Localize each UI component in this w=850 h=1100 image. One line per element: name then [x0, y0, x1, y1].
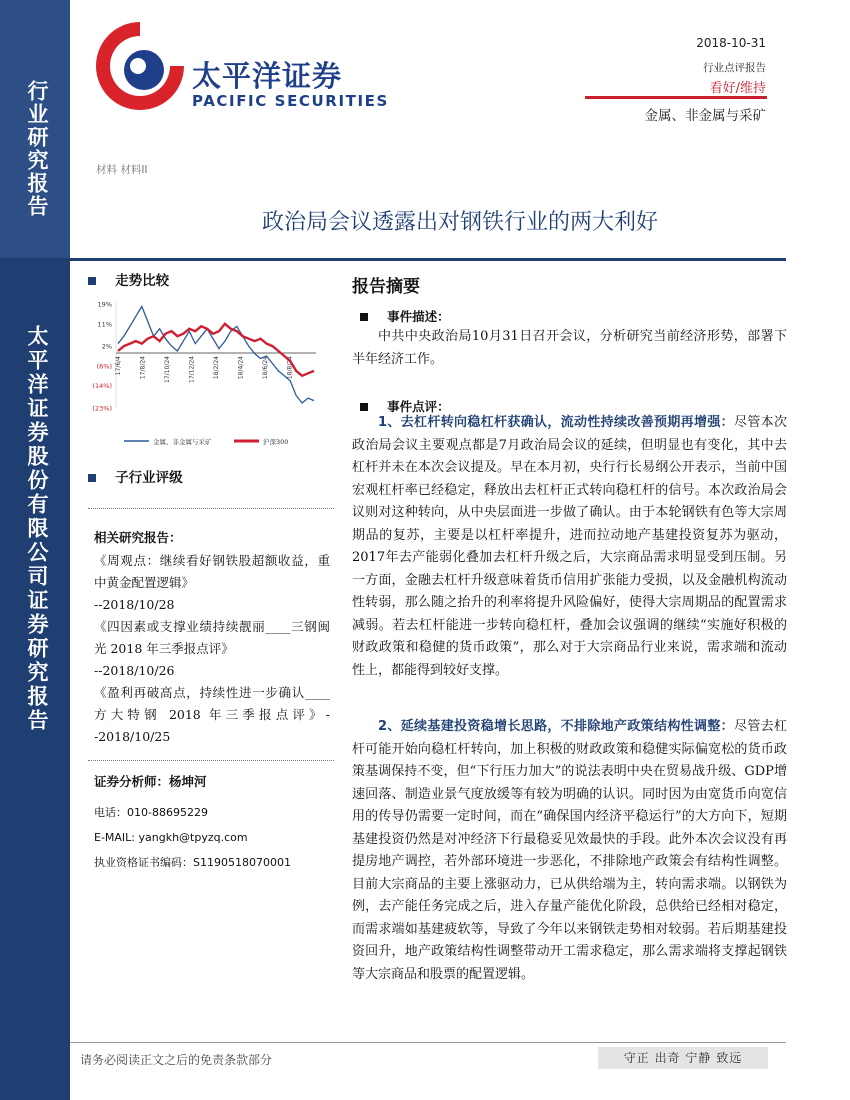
y-tick-label: 11% [97, 320, 112, 329]
x-tick-label: 17/10/24 [164, 356, 171, 383]
x-tick-label: 17/8/24 [139, 356, 147, 380]
left-divider-2 [88, 760, 334, 761]
bullet-square-icon [360, 403, 368, 411]
page-title: 政治局会议透露出对钢铁行业的两大利好 [261, 210, 658, 235]
summary-title: 报告摘要 [352, 277, 420, 297]
trend-chart [84, 296, 334, 454]
analyst-cert: 执业资格证书编码：S1190518070001 [94, 856, 291, 869]
related-item-date: --2018/10/26 [94, 663, 175, 678]
chart-y-axis [92, 301, 112, 413]
related-heading: 相关研究报告： [94, 530, 182, 545]
related-item: 《周观点：继续看好钢铁股超额收益，重中黄金配置逻辑》 [94, 553, 330, 590]
paragraph-1-lead: 1、去杠杆转向稳杠杆获确认，流动性持续改善预期再增强： [378, 415, 734, 430]
x-tick-label: 18/2/24 [213, 356, 220, 380]
related-research [94, 528, 330, 748]
related-item-date: --2018/10/28 [94, 597, 175, 612]
subindustry-section-head [88, 466, 183, 486]
event-desc-head [360, 306, 450, 325]
x-tick-label: 17/12/24 [188, 356, 196, 383]
sidebar-company: 太平洋证券股份有限公司证券研究报告 [25, 325, 49, 733]
related-item: 《盈利再破高点，持续性进一步确认____方大特钢 2018 年三季报点评》--2018/10/25 [94, 685, 330, 744]
logo-company-name-en: PACIFIC SECURITIES [192, 92, 389, 110]
analyst-phone: 电话：010-88695229 [94, 806, 208, 819]
category-breadcrumb: 材料 材料II [96, 164, 148, 176]
event-desc-text: 中共中央政治局10月31日召开会议，分析研究当前经济形势，部署下半年经济工作。 [352, 329, 787, 367]
event-desc-heading: 事件描述： [387, 309, 450, 324]
paragraph-2-lead: 2、延续基建投资稳增长思路，不排除地产政策结构性调整： [378, 719, 734, 734]
trend-heading: 走势比较 [115, 273, 170, 289]
related-item: 《四因素或支撑业绩持续靓丽____三钢闽光 2018 年三季报点评》 [94, 619, 330, 656]
x-tick-label: 18/8/24 [286, 356, 294, 380]
trend-section-head [88, 269, 169, 289]
analyst-name: 证券分析师：杨坤河 [94, 774, 207, 789]
paragraph-1-body: 尽管本次政治局会议主要观点都是7月政治局会议的延续，但明显也有变化，其中去杠杆并未在本次会议提及。早在本月初，央行行长易纲公开表示，当前中国宏观杠杆率已经稳定，释放出去杠杆正式转向稳杠杆的信号。本次政治局会议则对这种转向，从中央层面进一步做了确认。由于本轮钢铁有色等大宗周期品的复苏，主要是以杠杆率提升，进而拉动地产基建投资复苏为驱动，2017年去产能弱化叠加去杠杆升级之后，大宗商品需求明显受到压制。另一方面，金融去杠杆升级意味着货币信用扩张能力受损，以及金融机构流动性转弱，那么随之抬升的利率将提升风险偏好，使得大宗周期品的配置需求减弱。若去杠杆能进一步转向稳杠杆，叠加会议强调的继续“实施好积极的财政政策和稳健的货币政策”，那么对于大宗商品行业来说，需求端和流动性上，都能得到较好支撑。 [352, 415, 787, 678]
analyst-info [94, 772, 334, 875]
paragraph-1 [352, 412, 787, 682]
report-type: 行业点评报告 [703, 62, 766, 74]
bullet-square-icon [88, 277, 96, 285]
event-comment-heading: 事件点评： [387, 399, 450, 414]
y-tick-label: 19% [97, 300, 112, 309]
x-tick-label: 18/4/24 [237, 356, 245, 380]
x-tick-label: 18/6/24 [262, 356, 269, 380]
sidebar-report-type: 行业研究报告 [25, 80, 49, 218]
company-logo-icon [92, 18, 188, 114]
title-divider [70, 258, 786, 261]
y-tick-label: (23%) [92, 404, 112, 413]
analyst-email[interactable]: E-MAIL: yangkh@tpyzq.com [94, 831, 248, 844]
disclaimer-note: 请务必阅读正文之后的免责条款部分 [80, 1053, 273, 1067]
y-tick-label: (14%) [92, 382, 112, 391]
x-tick-label: 17/6/4 [115, 356, 122, 376]
paragraph-2 [352, 716, 787, 986]
y-tick-label: (6%) [96, 362, 112, 371]
y-tick-label: 2% [101, 342, 112, 351]
footer-divider [70, 1042, 786, 1043]
company-motto: 守正 出奇 宁静 致远 [598, 1047, 768, 1069]
bullet-square-icon [88, 474, 96, 482]
bullet-square-icon [360, 313, 368, 321]
header-divider [585, 96, 767, 99]
subindustry-heading: 子行业评级 [115, 470, 183, 486]
report-date: 2018-10-31 [696, 36, 766, 50]
left-divider-1 [88, 508, 334, 509]
legend-label-csi300: 沪深300 [263, 438, 289, 446]
rating-badge: 看好/维持 [709, 81, 766, 96]
chart-x-axis [115, 356, 294, 383]
industry-label: 金属、非金属与采矿 [644, 108, 766, 124]
legend-label-metals: 金属、非金属与采矿 [153, 438, 212, 446]
paragraph-2-body: 尽管去杠杆可能开始向稳杠杆转向，加上积极的财政政策和稳健实际偏宽松的货币政策基调保持不变，但“下行压力加大”的说法表明中央在贸易战升级、GDP增速回落、制造业景气度放缓等有较为明确的认识。同时因为由宽货币向宽信用的传导仍需要一定时间，而在“确保国内经济平稳运行”的大方向下，短期基建投资仍然是对冲经济下行最稳妥见效最快的手段。此外本次会议没有再提房地产调控，若外部环境进一步恶化，不排除地产政策会有结构性调整。目前大宗商品的主要上涨驱动力，已从供给端为主，转向需求端。以钢铁为例，去产能任务完成之后，进入存量产能优化阶段，总供给已经相对稳定，而需求端如基建疲软等，导致了今年以来钢铁走势相对较弱。若后期基建投资回升，地产政策结构性调整带动开工需求稳定，那么需求端将支撑起钢铁等大宗商品和股票的配置逻辑。 [352, 719, 787, 982]
logo-company-name-cn: 太平洋证券 [192, 59, 343, 93]
